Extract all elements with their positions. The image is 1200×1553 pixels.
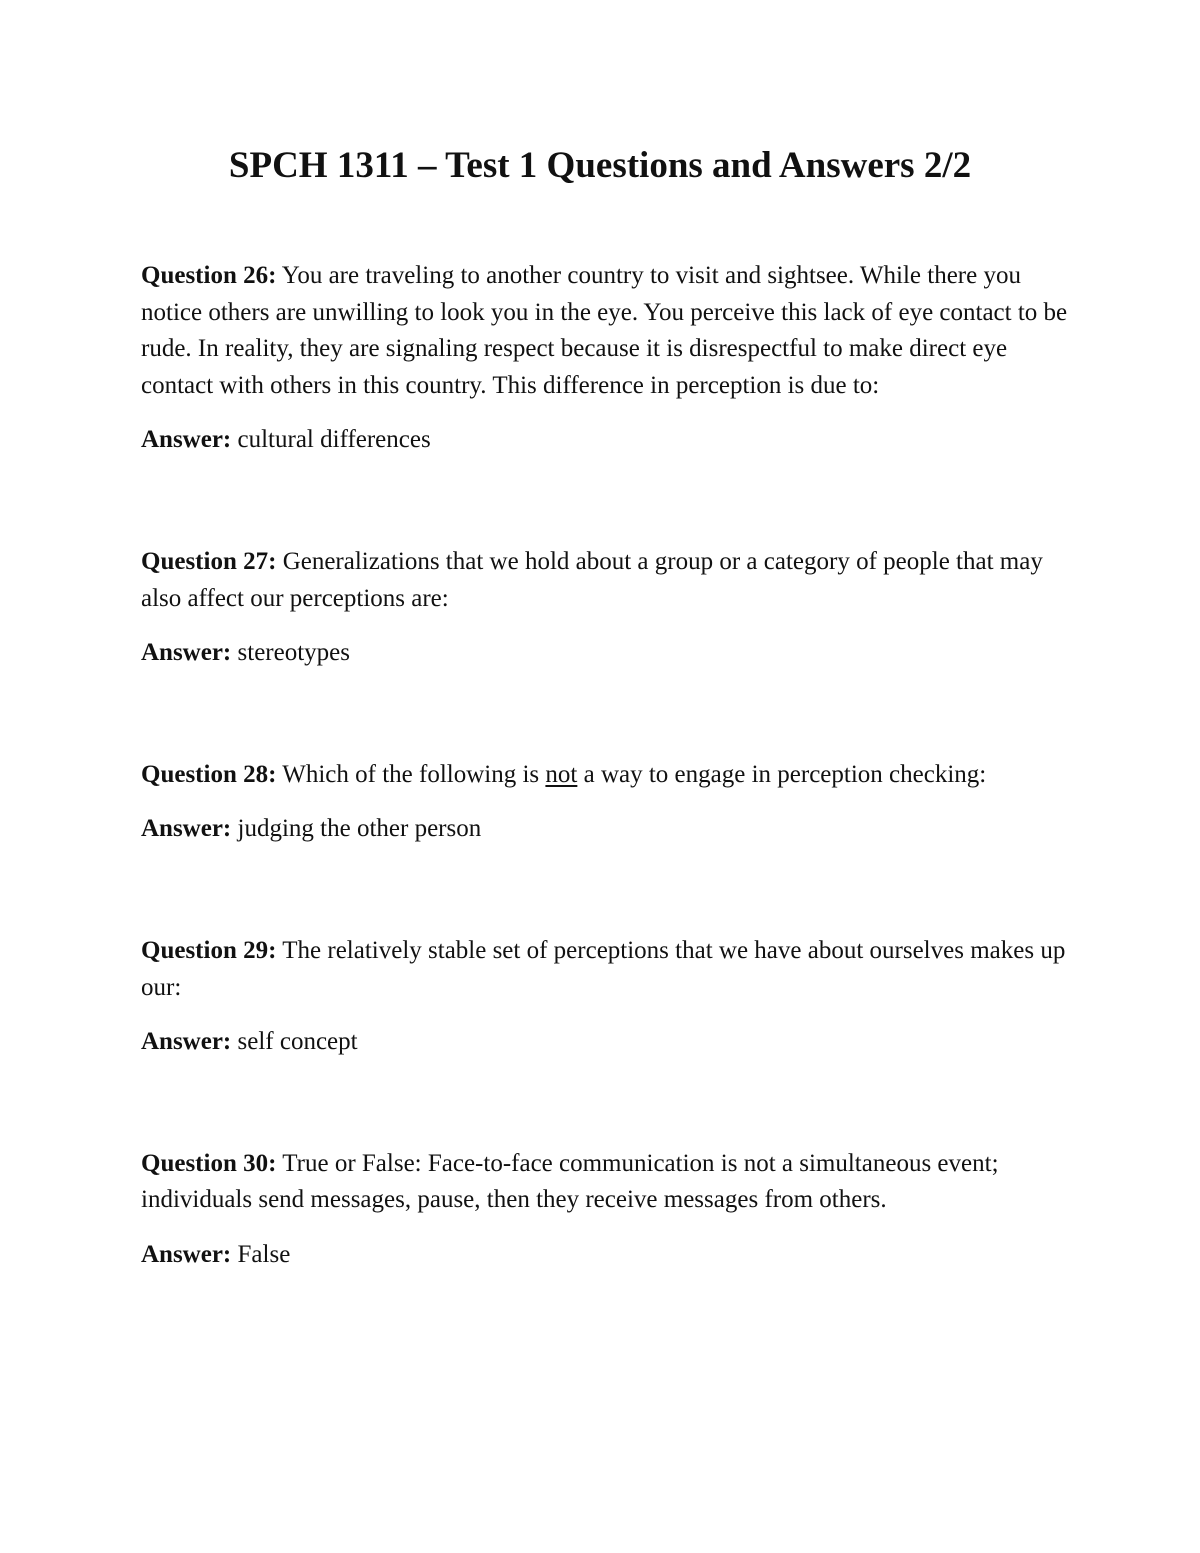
answer-text <box>141 635 1071 672</box>
question-text <box>141 258 1071 404</box>
emphasis-not: not <box>545 760 578 788</box>
question-item-28 <box>141 757 1071 848</box>
answer-text <box>141 1024 1071 1061</box>
question-text <box>141 544 1071 617</box>
answer-text <box>141 422 1071 459</box>
question-body: Generalizations that we hold about a group or a category of people that may also affect our perceptions are: <box>141 547 1043 612</box>
question-text <box>141 757 1071 794</box>
answer-text <box>141 811 1071 848</box>
question-item-27 <box>141 544 1071 672</box>
question-body: True or False: Face-to-face communication is not a simultaneous event; individuals send messages, pause, then they receive messages from others. <box>141 1149 999 1214</box>
question-label: Question 26: <box>141 262 277 289</box>
answer-body: stereotypes <box>237 639 350 667</box>
answer-body: judging the other person <box>237 815 482 843</box>
question-item-26 <box>141 258 1071 459</box>
answer-body: cultural differences <box>237 426 431 454</box>
answer-label: Answer: <box>141 639 232 667</box>
question-body-after: a way to engage in perception checking: <box>583 760 987 788</box>
answer-label: Answer: <box>141 426 232 454</box>
question-label: Question 30: <box>141 1149 277 1177</box>
question-text <box>141 933 1071 1006</box>
question-body: You are traveling to another country to visit and sightsee. While there you notice others are unwilling to look you in the eye. You perceive this lack of eye contact to be rude. In reality, they are signaling respect because it is disrespectful to make direct eye contact with others in this country. This difference in perception is due to: <box>141 262 1068 399</box>
question-label: Question 29: <box>141 936 277 964</box>
question-text <box>141 1146 1071 1219</box>
question-body: The relatively stable set of perceptions that we have about ourselves makes up our: <box>141 936 1066 1001</box>
answer-text <box>141 1237 1071 1274</box>
answer-body: False <box>237 1240 291 1268</box>
answer-label: Answer: <box>141 1028 232 1056</box>
question-item-29 <box>141 933 1071 1061</box>
question-item-30 <box>141 1146 1071 1274</box>
question-label: Question 27: <box>141 547 277 575</box>
question-label: Question 28: <box>141 760 277 788</box>
answer-label: Answer: <box>141 815 232 843</box>
question-body-before: Which of the following is <box>282 760 540 788</box>
document-title: SPCH 1311 – Test 1 Questions and Answers 2/2 <box>228 145 972 186</box>
answer-body: self concept <box>237 1028 358 1056</box>
question-list <box>141 258 1071 1274</box>
answer-label: Answer: <box>141 1240 232 1268</box>
